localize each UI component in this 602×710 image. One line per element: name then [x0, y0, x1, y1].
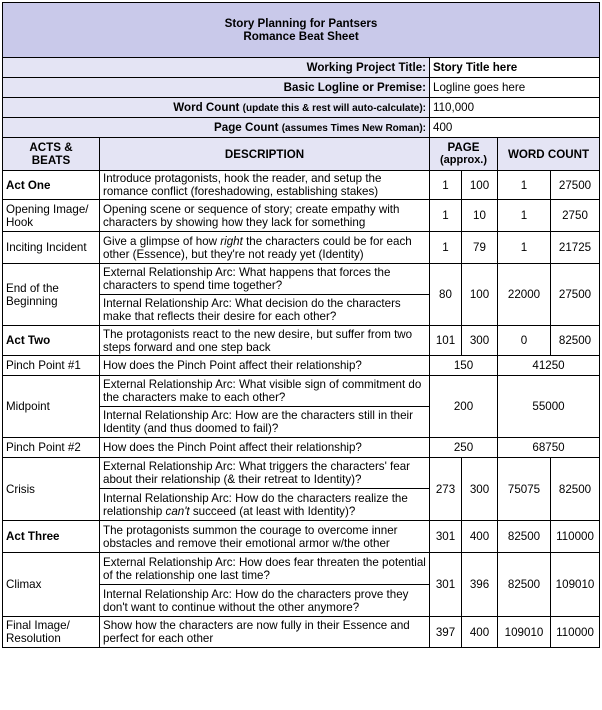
word-end: 110000 — [551, 521, 600, 553]
table-row — [3, 326, 600, 356]
beat-description: Opening scene or sequence of story; create empathy with characters by showing how they lack for something — [100, 200, 430, 232]
beat-description-b: succeed (at least with Identity)? — [189, 504, 356, 518]
beat-description-internal: Internal Relationship Arc: What decision do the characters make that reflects their desire for each other? — [100, 295, 430, 326]
header-acts-line2: BEATS — [31, 154, 71, 167]
page-start: 273 — [430, 458, 462, 521]
beat-description-external: External Relationship Arc: What triggers the characters' fear about their relationship (& their retreat to Identity)? — [100, 458, 430, 489]
page-end: 79 — [462, 232, 498, 264]
page-end: 300 — [462, 326, 498, 356]
header-description: DESCRIPTION — [100, 138, 430, 171]
beat-description-emphasis: right — [220, 234, 243, 248]
beat-description: The protagonists summon the courage to overcome inner obstacles and remove their emotional armor w/the other — [100, 521, 430, 553]
table-row — [3, 264, 600, 295]
beat-description-b: the characters could be for each other (Essence), but they're not ready yet (Identity) — [103, 234, 412, 261]
page-end: 400 — [462, 617, 498, 648]
table-row — [3, 458, 600, 489]
beat-name: Act Two — [3, 326, 100, 356]
word-start: 0 — [498, 326, 551, 356]
word-end: 27500 — [551, 264, 600, 326]
beat-sheet-table — [2, 2, 600, 648]
table-row — [3, 521, 600, 553]
table-row — [3, 553, 600, 585]
header-acts-beats — [3, 138, 100, 171]
page-end: 400 — [462, 521, 498, 553]
word-start: 82500 — [498, 521, 551, 553]
title-line-1: Story Planning for Pantsers — [224, 17, 378, 30]
title-line-2: Romance Beat Sheet — [243, 30, 359, 43]
page-start: 1 — [430, 232, 462, 264]
page-start: 301 — [430, 553, 462, 617]
beat-name: End of the Beginning — [3, 264, 100, 326]
beat-description-external: External Relationship Arc: What visible sign of commitment do the characters make to each other? — [100, 376, 430, 407]
beat-description-a: Internal Relationship Arc: How do the characters realize the relationship — [103, 491, 408, 518]
table-row — [3, 171, 600, 200]
logline-value[interactable]: Logline goes here — [430, 78, 600, 98]
beat-description: How does the Pinch Point affect their relationship? — [100, 438, 430, 458]
sheet-title — [3, 3, 600, 58]
header-page-line1: PAGE — [447, 141, 480, 154]
beat-description — [100, 232, 430, 264]
project-title-label: Working Project Title: — [3, 58, 430, 78]
beat-description: The protagonists react to the new desire, but suffer from two steps forward and one step back — [100, 326, 430, 356]
word-start: 75075 — [498, 458, 551, 521]
page-end: 396 — [462, 553, 498, 617]
beat-name: Final Image/ Resolution — [3, 617, 100, 648]
page-count-label — [3, 118, 430, 138]
beat-description-internal: Internal Relationship Arc: How do the characters prove they don't want to continue without the other anymore? — [100, 585, 430, 617]
beat-name: Act One — [3, 171, 100, 200]
word-start: 22000 — [498, 264, 551, 326]
header-word-count: WORD COUNT — [498, 138, 600, 171]
logline-label: Basic Logline or Premise: — [3, 78, 430, 98]
word-count-note: (update this & rest will auto-calculate): — [242, 102, 426, 114]
header-page — [430, 138, 498, 171]
word-end: 109010 — [551, 553, 600, 617]
beat-description-internal: Internal Relationship Arc: How are the characters still in their Identity (and thus doomed to fail)? — [100, 407, 430, 438]
page-count-label-text: Page Count — [214, 120, 279, 134]
page-start: 1 — [430, 200, 462, 232]
word-start: 1 — [498, 200, 551, 232]
page-count-value[interactable]: 400 — [430, 118, 600, 138]
page-start: 1 — [430, 171, 462, 200]
page-start: 301 — [430, 521, 462, 553]
word-end: 110000 — [551, 617, 600, 648]
word-single: 55000 — [498, 376, 600, 438]
beat-name: Inciting Incident — [3, 232, 100, 264]
word-single: 68750 — [498, 438, 600, 458]
word-count-label — [3, 98, 430, 118]
page-single: 200 — [430, 376, 498, 438]
word-end: 2750 — [551, 200, 600, 232]
table-row — [3, 438, 600, 458]
word-end: 21725 — [551, 232, 600, 264]
table-row — [3, 232, 600, 264]
beat-name: Midpoint — [3, 376, 100, 438]
word-start: 1 — [498, 232, 551, 264]
page-count-note: (assumes Times New Roman): — [281, 122, 426, 134]
table-row — [3, 617, 600, 648]
header-page-line2: (approx.) — [439, 154, 488, 166]
word-end: 82500 — [551, 458, 600, 521]
word-end: 82500 — [551, 326, 600, 356]
page-start: 80 — [430, 264, 462, 326]
page-start: 101 — [430, 326, 462, 356]
beat-name: Climax — [3, 553, 100, 617]
word-start: 109010 — [498, 617, 551, 648]
word-count-label-text: Word Count — [173, 100, 240, 114]
beat-name: Crisis — [3, 458, 100, 521]
page-end: 100 — [462, 264, 498, 326]
word-start: 82500 — [498, 553, 551, 617]
beat-description-external: External Relationship Arc: What happens that forces the characters to spend time together? — [100, 264, 430, 295]
table-row — [3, 376, 600, 407]
page-single: 150 — [430, 356, 498, 376]
word-single: 41250 — [498, 356, 600, 376]
beat-description: How does the Pinch Point affect their relationship? — [100, 356, 430, 376]
beat-description: Introduce protagonists, hook the reader, and setup the romance conflict (foreshadowing, establishing stakes) — [100, 171, 430, 200]
page-end: 100 — [462, 171, 498, 200]
beat-description: Show how the characters are now fully in their Essence and perfect for each other — [100, 617, 430, 648]
beat-description-emphasis: can't — [165, 504, 190, 518]
beat-description-external: External Relationship Arc: How does fear threaten the potential of the relationship one last time? — [100, 553, 430, 585]
header-acts-line1: ACTS & — [29, 141, 73, 154]
beat-name: Pinch Point #1 — [3, 356, 100, 376]
beat-name: Opening Image/ Hook — [3, 200, 100, 232]
word-count-value[interactable]: 110,000 — [430, 98, 600, 118]
page-single: 250 — [430, 438, 498, 458]
beat-name: Act Three — [3, 521, 100, 553]
word-start: 1 — [498, 171, 551, 200]
page-start: 397 — [430, 617, 462, 648]
beat-description-internal — [100, 489, 430, 521]
page-end: 10 — [462, 200, 498, 232]
project-title-value[interactable]: Story Title here — [430, 58, 600, 78]
word-end: 27500 — [551, 171, 600, 200]
table-row — [3, 200, 600, 232]
page-end: 300 — [462, 458, 498, 521]
table-row — [3, 356, 600, 376]
beat-description-a: Give a glimpse of how — [103, 234, 221, 248]
beat-name: Pinch Point #2 — [3, 438, 100, 458]
